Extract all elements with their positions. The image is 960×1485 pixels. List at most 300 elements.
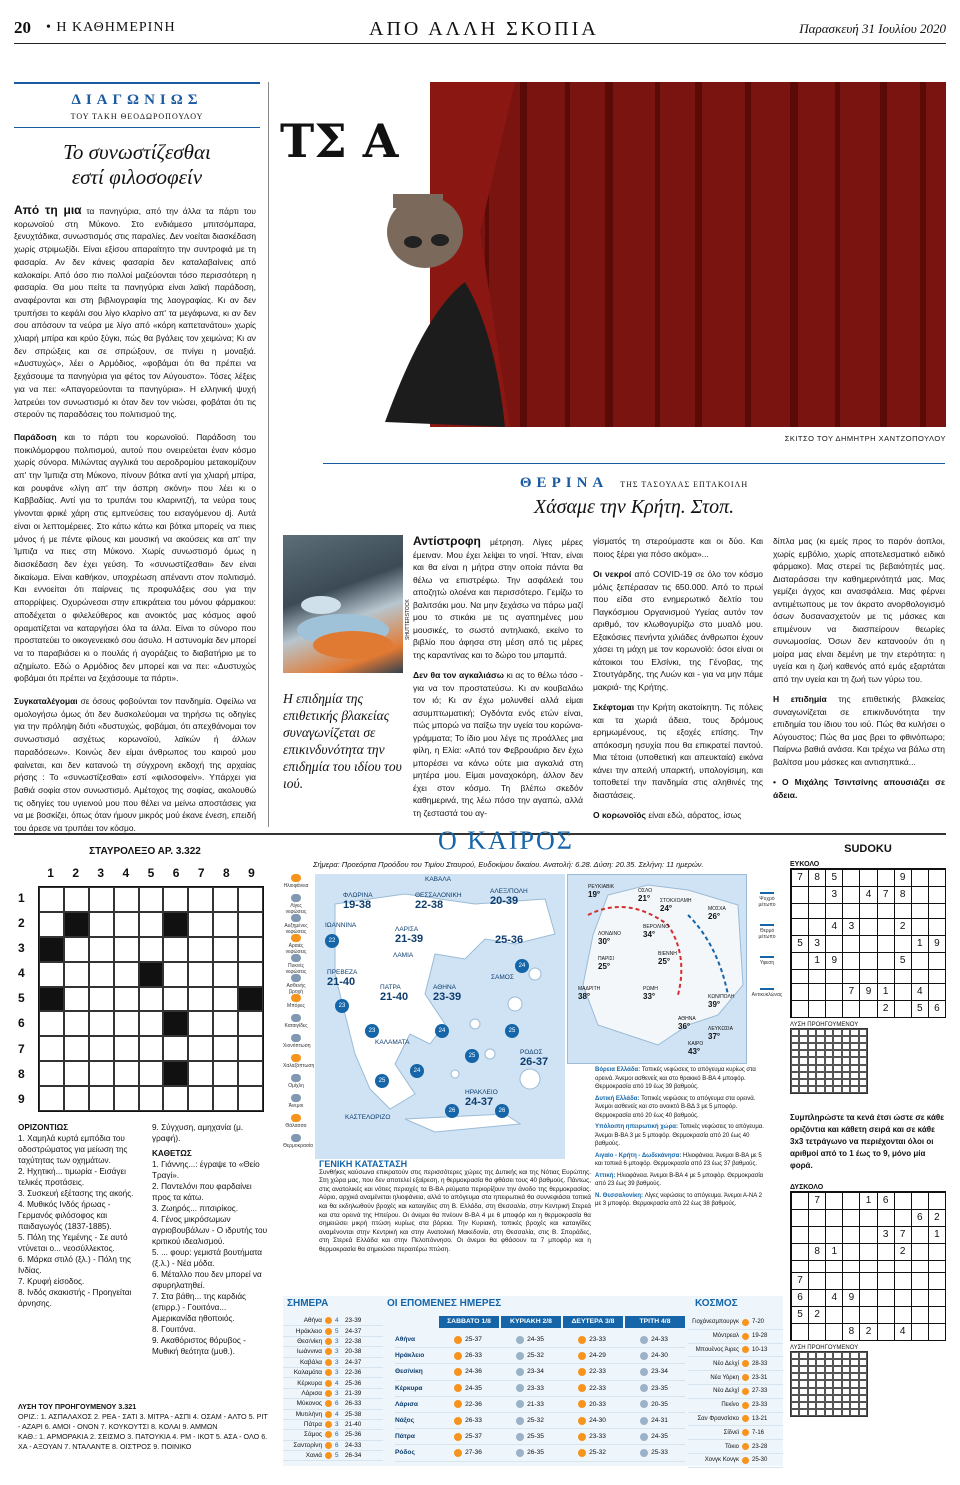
sun-icon xyxy=(325,1452,332,1459)
cloud-sun-icon xyxy=(516,1352,524,1360)
sudoku-cell[interactable]: 1 xyxy=(859,1192,876,1209)
crossword-cell[interactable] xyxy=(238,1036,263,1061)
sudoku-cell[interactable] xyxy=(928,886,945,903)
sudoku-cell[interactable]: 7 xyxy=(842,983,859,1000)
crossword-cell[interactable] xyxy=(238,912,263,937)
sun-icon xyxy=(291,874,301,882)
sudoku-cell[interactable] xyxy=(928,1192,945,1209)
sudoku-cell[interactable]: 8 xyxy=(842,1323,859,1340)
crossword-cell[interactable] xyxy=(64,1086,89,1111)
sudoku-cell[interactable] xyxy=(859,1289,876,1306)
sudoku-cell[interactable] xyxy=(808,969,825,984)
sudoku-cell[interactable] xyxy=(877,1209,894,1226)
crossword-cell[interactable] xyxy=(114,1086,139,1111)
sudoku-cell[interactable]: 1 xyxy=(825,1243,842,1260)
sudoku-cell[interactable] xyxy=(825,935,842,952)
sudoku-cell[interactable] xyxy=(842,935,859,952)
today-city: Μυτιλήνη xyxy=(295,1410,322,1418)
sudoku-cell[interactable] xyxy=(808,1226,825,1243)
sudoku-cell[interactable] xyxy=(791,1192,808,1209)
sudoku-cell[interactable] xyxy=(877,1289,894,1306)
crossword-cell[interactable] xyxy=(188,887,213,912)
crossword-cell[interactable] xyxy=(64,1061,89,1086)
sudoku-cell[interactable]: 6 xyxy=(928,1000,945,1017)
crossword-cell[interactable] xyxy=(39,1061,64,1086)
sudoku-cell[interactable]: 1 xyxy=(911,935,928,952)
sudoku-cell[interactable] xyxy=(877,1306,894,1323)
sudoku-cell[interactable]: 5 xyxy=(825,869,842,886)
today-temp: 24-37 xyxy=(345,1358,362,1366)
next-cell xyxy=(437,1384,499,1392)
sudoku-cell[interactable] xyxy=(894,969,911,984)
prev-solution-cell xyxy=(791,1086,799,1093)
crossword-cell[interactable] xyxy=(64,887,89,912)
sun-icon xyxy=(454,1449,462,1457)
sudoku-cell[interactable] xyxy=(842,1272,859,1289)
crossword-cell[interactable] xyxy=(89,962,114,987)
sudoku-cell[interactable] xyxy=(825,1000,842,1017)
sudoku-cell[interactable] xyxy=(894,903,911,918)
sudoku-cell[interactable] xyxy=(791,1209,808,1226)
sudoku-cell[interactable] xyxy=(911,1192,928,1209)
sudoku-cell[interactable]: 7 xyxy=(791,1272,808,1289)
crossword-cell[interactable] xyxy=(89,1036,114,1061)
prev-solution-cell xyxy=(791,1065,799,1072)
sudoku-cell[interactable]: 4 xyxy=(894,1323,911,1340)
sudoku-cell[interactable] xyxy=(825,983,842,1000)
crossword-cell[interactable] xyxy=(163,1086,188,1111)
sudoku-cell[interactable]: 5 xyxy=(894,952,911,969)
sudoku-cell[interactable] xyxy=(842,869,859,886)
today-row xyxy=(283,1358,383,1368)
sudoku-cell[interactable] xyxy=(877,869,894,886)
sudoku-cell[interactable] xyxy=(877,952,894,969)
sudoku-cell[interactable]: 9 xyxy=(859,983,876,1000)
sudoku-cell[interactable] xyxy=(842,903,859,918)
sudoku-cell[interactable] xyxy=(791,1260,808,1272)
crossword-cell[interactable] xyxy=(238,937,263,962)
sudoku-cell[interactable]: 6 xyxy=(911,1209,928,1226)
sudoku-cell[interactable] xyxy=(911,903,928,918)
cloud-sun-icon xyxy=(516,1368,524,1376)
sudoku-cell[interactable] xyxy=(859,1260,876,1272)
sudoku-cell[interactable] xyxy=(859,1209,876,1226)
crossword-cell[interactable] xyxy=(114,937,139,962)
sudoku-cell[interactable]: 9 xyxy=(894,869,911,886)
sudoku-cell[interactable] xyxy=(791,886,808,903)
sudoku-cell[interactable]: 3 xyxy=(825,886,842,903)
sudoku-cell[interactable] xyxy=(842,1209,859,1226)
sudoku-cell[interactable] xyxy=(859,903,876,918)
sudoku-cell[interactable]: 5 xyxy=(791,935,808,952)
sudoku-cell[interactable] xyxy=(825,1209,842,1226)
crossword-cell[interactable] xyxy=(238,1011,263,1036)
sudoku-cell[interactable] xyxy=(928,1289,945,1306)
sudoku-cell[interactable]: 2 xyxy=(859,1323,876,1340)
sudoku-cell[interactable] xyxy=(877,918,894,935)
sudoku-cell[interactable] xyxy=(791,903,808,918)
prev-solution-cell xyxy=(791,1043,799,1050)
crossword-cell[interactable] xyxy=(139,887,164,912)
crossword-cell[interactable] xyxy=(39,912,64,937)
sudoku-cell[interactable] xyxy=(842,886,859,903)
legend-label: Μπόρες xyxy=(287,1003,305,1009)
sudoku-cell[interactable] xyxy=(808,983,825,1000)
sudoku-cell[interactable] xyxy=(808,1323,825,1340)
crossword-cell[interactable] xyxy=(188,1011,213,1036)
sudoku-cell[interactable] xyxy=(928,869,945,886)
europe-city-name: ΚΑΙΡΟ xyxy=(688,1041,704,1047)
sea-temp-badge: 26 xyxy=(445,1104,459,1118)
sudoku-cell[interactable]: 7 xyxy=(808,1192,825,1209)
region-text: Ηλιοφάνεια. Άνεμοι Β-ΒΑ 4 με 5 μποφόρ. Θερμοκρασία από 23 έως 39 βαθμούς. xyxy=(595,1172,764,1187)
crossword-cell[interactable] xyxy=(139,1011,164,1036)
sun-icon xyxy=(578,1449,586,1457)
sudoku-cell[interactable] xyxy=(808,918,825,935)
sudoku-cell[interactable] xyxy=(842,1000,859,1017)
sudoku-cell[interactable] xyxy=(808,1209,825,1226)
prev-solution-cell xyxy=(850,1366,858,1373)
crossword-cell[interactable] xyxy=(213,987,238,1012)
sudoku-cell[interactable] xyxy=(842,1192,859,1209)
sudoku-cell[interactable]: 1 xyxy=(928,1226,945,1243)
sudoku-cell[interactable] xyxy=(911,918,928,935)
region-name: Αττική: xyxy=(595,1172,618,1179)
cloud-icon xyxy=(291,1074,301,1082)
crossword-cell[interactable] xyxy=(39,1086,64,1111)
dropcap-lead: Από τη μια xyxy=(14,203,82,217)
crossword-cell[interactable] xyxy=(188,1061,213,1086)
europe-city-name: ΚΩΝ/ΠΟΛΗ xyxy=(708,994,735,1000)
crossword-cell[interactable] xyxy=(114,912,139,937)
sudoku-cell[interactable] xyxy=(894,1272,911,1289)
sudoku-cell[interactable] xyxy=(894,1260,911,1272)
sudoku-cell[interactable] xyxy=(859,1272,876,1289)
sudoku-cell[interactable] xyxy=(928,983,945,1000)
sudoku-cell[interactable] xyxy=(791,983,808,1000)
sudoku-cell[interactable] xyxy=(825,1272,842,1289)
sudoku-cell[interactable] xyxy=(808,1000,825,1017)
sudoku-cell[interactable] xyxy=(842,1243,859,1260)
crossword-cell[interactable] xyxy=(64,937,89,962)
sudoku-cell[interactable]: 1 xyxy=(808,952,825,969)
sudoku-cell[interactable] xyxy=(894,1289,911,1306)
sudoku-cell[interactable] xyxy=(911,1289,928,1306)
prev-solution-cell xyxy=(816,1065,824,1072)
sudoku-cell[interactable]: 8 xyxy=(894,886,911,903)
crossword-cell[interactable] xyxy=(188,1086,213,1111)
crossword-cell[interactable] xyxy=(139,937,164,962)
sudoku-cell[interactable]: 8 xyxy=(808,869,825,886)
sudoku-hard-grid[interactable] xyxy=(790,1191,946,1341)
sudoku-cell[interactable] xyxy=(842,1260,859,1272)
crossword-cell[interactable] xyxy=(39,1036,64,1061)
sudoku-cell[interactable]: 4 xyxy=(825,918,842,935)
sudoku-cell[interactable]: 5 xyxy=(791,1306,808,1323)
sudoku-cell[interactable] xyxy=(877,903,894,918)
crossword-cell[interactable] xyxy=(64,987,89,1012)
sudoku-cell[interactable] xyxy=(877,1272,894,1289)
sudoku-cell[interactable]: 9 xyxy=(825,952,842,969)
world-temp: 19-28 xyxy=(752,1333,768,1340)
crossword-cell[interactable] xyxy=(188,987,213,1012)
therina-c1-lead: Αντίστροφη xyxy=(413,534,481,548)
sudoku-cell[interactable] xyxy=(911,1323,928,1340)
sudoku-cell[interactable] xyxy=(825,1192,842,1209)
sudoku-cell[interactable]: 6 xyxy=(791,1289,808,1306)
crossword-cell[interactable] xyxy=(64,962,89,987)
hard-label: ΔΥΣΚΟΛΟ xyxy=(790,1184,824,1191)
sudoku-cell[interactable] xyxy=(859,1000,876,1017)
today-city: Μύκονος xyxy=(296,1400,322,1408)
sudoku-easy-grid[interactable] xyxy=(790,868,946,1018)
europe-city-temp: 25° xyxy=(598,962,611,971)
down-clue: 4. Γένος μικρόσωμων αγριοβουβάλων - Ο ιδρυτής του κριτικού ιδεαλισμού. xyxy=(152,1215,268,1246)
crossword-cell[interactable] xyxy=(188,962,213,987)
world-temp: 23-33 xyxy=(752,1402,768,1409)
crossword-cell[interactable] xyxy=(89,887,114,912)
sudoku-cell[interactable] xyxy=(791,918,808,935)
europe-city-name: ΜΑΔΡΙΤΗ xyxy=(578,986,601,992)
sudoku-cell[interactable] xyxy=(928,1272,945,1289)
crossword-cell[interactable] xyxy=(213,1011,238,1036)
sudoku-cell[interactable] xyxy=(894,1192,911,1209)
sudoku-cell[interactable] xyxy=(825,1260,842,1272)
sun-icon xyxy=(454,1384,462,1392)
sudoku-cell[interactable] xyxy=(859,1226,876,1243)
sudoku-cell[interactable]: 2 xyxy=(808,1306,825,1323)
crossword-cell[interactable] xyxy=(89,912,114,937)
sudoku-cell[interactable] xyxy=(791,1243,808,1260)
sudoku-cell[interactable] xyxy=(928,903,945,918)
sudoku-cell[interactable] xyxy=(894,1000,911,1017)
crossword-cell[interactable] xyxy=(213,1036,238,1061)
sudoku-cell[interactable]: 2 xyxy=(894,918,911,935)
crossword-cell[interactable] xyxy=(163,937,188,962)
sudoku-cell[interactable] xyxy=(825,1323,842,1340)
sudoku-cell[interactable] xyxy=(842,1226,859,1243)
sudoku-cell[interactable]: 7 xyxy=(791,869,808,886)
crossword-cell[interactable] xyxy=(238,1086,263,1111)
sudoku-cell[interactable] xyxy=(877,1260,894,1272)
sudoku-cell[interactable] xyxy=(791,969,808,984)
europe-city-temp: 25° xyxy=(658,957,671,966)
crossword-cell[interactable] xyxy=(64,1036,89,1061)
prev-solution-cell xyxy=(799,1029,807,1036)
next-row xyxy=(395,1397,685,1413)
next-temp: 21-33 xyxy=(527,1400,544,1408)
sudoku-cell[interactable] xyxy=(911,869,928,886)
crossword-cell[interactable] xyxy=(238,887,263,912)
sudoku-cell[interactable] xyxy=(842,969,859,984)
crossword-cell[interactable] xyxy=(89,1086,114,1111)
sudoku-cell[interactable]: 7 xyxy=(894,1226,911,1243)
crossword-cell[interactable] xyxy=(213,1061,238,1086)
sudoku-cell[interactable]: 5 xyxy=(911,1000,928,1017)
sudoku-cell[interactable]: 3 xyxy=(808,935,825,952)
therina-kicker: ΘΕΡΙΝΑ xyxy=(519,475,609,491)
column-kicker: ΔΙΑΓΩΝΙΩΣ xyxy=(71,92,203,108)
crossword-cell[interactable] xyxy=(163,987,188,1012)
sudoku-cell[interactable]: 6 xyxy=(877,1192,894,1209)
europe-city xyxy=(578,985,600,1001)
sudoku-cell[interactable] xyxy=(791,1000,808,1017)
sudoku-cell[interactable] xyxy=(928,969,945,984)
prev-solution-cell xyxy=(825,1065,833,1072)
crossword-cell[interactable] xyxy=(188,937,213,962)
crossword-cell[interactable] xyxy=(213,912,238,937)
sudoku-cell[interactable]: 9 xyxy=(842,1289,859,1306)
cloud-sun-icon xyxy=(516,1449,524,1457)
prev-solution-cell xyxy=(791,1036,799,1043)
sudoku-cell[interactable] xyxy=(825,903,842,918)
crossword-cell[interactable] xyxy=(89,937,114,962)
next-cell xyxy=(561,1352,623,1360)
sudoku-cell[interactable] xyxy=(877,1243,894,1260)
sudoku-cell[interactable] xyxy=(808,1260,825,1272)
crossword-cell[interactable] xyxy=(114,1036,139,1061)
sudoku-cell[interactable] xyxy=(808,886,825,903)
crossword-cell[interactable] xyxy=(114,1061,139,1086)
sudoku-cell[interactable]: 1 xyxy=(877,983,894,1000)
crossword-cell[interactable] xyxy=(64,1011,89,1036)
sudoku-cell[interactable] xyxy=(928,952,945,969)
next-days-header xyxy=(395,1316,685,1328)
sudoku-cell[interactable] xyxy=(911,1272,928,1289)
crossword-cell[interactable] xyxy=(188,912,213,937)
sudoku-cell[interactable] xyxy=(911,952,928,969)
prev-solution-cell xyxy=(842,1050,850,1057)
sudoku-cell[interactable] xyxy=(911,1260,928,1272)
sudoku-cell[interactable] xyxy=(791,1323,808,1340)
sudoku-cell[interactable]: 4 xyxy=(911,983,928,1000)
next-cell xyxy=(499,1400,561,1408)
prev-solution-cell xyxy=(816,1359,824,1366)
legend-label: Θερμοκρασία xyxy=(283,1143,313,1149)
region-name: Ν. Θεσσαλονίκη: xyxy=(595,1192,645,1199)
sudoku-cell[interactable]: 7 xyxy=(877,886,894,903)
col-number: 2 xyxy=(72,866,79,880)
sudoku-cell[interactable] xyxy=(928,1306,945,1323)
sudoku-cell[interactable]: 3 xyxy=(877,1226,894,1243)
crossword-cell[interactable] xyxy=(139,1036,164,1061)
crossword-cell[interactable] xyxy=(213,1086,238,1111)
sudoku-cell[interactable] xyxy=(859,918,876,935)
sudoku-cell[interactable] xyxy=(859,869,876,886)
crossword-cell[interactable] xyxy=(89,987,114,1012)
sun-icon xyxy=(742,1402,749,1409)
crossword-cell[interactable] xyxy=(39,1011,64,1036)
sudoku-cell[interactable] xyxy=(877,935,894,952)
sudoku-cell[interactable] xyxy=(894,1209,911,1226)
crossword-cell[interactable] xyxy=(188,1036,213,1061)
sudoku-cell[interactable] xyxy=(791,952,808,969)
sudoku-cell[interactable]: 2 xyxy=(894,1243,911,1260)
crossword-cell[interactable] xyxy=(89,1011,114,1036)
prev-solution-cell xyxy=(850,1395,858,1402)
prev-solution-cell xyxy=(833,1036,841,1043)
sudoku-cell[interactable] xyxy=(894,1306,911,1323)
sudoku-cell[interactable] xyxy=(859,935,876,952)
crossword-cell[interactable] xyxy=(114,987,139,1012)
sudoku-cell[interactable] xyxy=(911,969,928,984)
sudoku-cell[interactable] xyxy=(842,952,859,969)
sudoku-cell[interactable] xyxy=(911,886,928,903)
sudoku-cell[interactable]: 3 xyxy=(842,918,859,935)
sudoku-cell[interactable] xyxy=(825,969,842,984)
crossword-cell[interactable] xyxy=(139,1086,164,1111)
next-temp: 24-31 xyxy=(651,1417,668,1425)
sudoku-cell[interactable] xyxy=(825,1306,842,1323)
crossword-grid[interactable] xyxy=(38,886,264,1112)
sudoku-cell[interactable]: 8 xyxy=(808,1243,825,1260)
sudoku-cell[interactable]: 4 xyxy=(825,1289,842,1306)
crossword-cell[interactable] xyxy=(139,987,164,1012)
sudoku-cell[interactable] xyxy=(911,1226,928,1243)
sudoku-cell[interactable] xyxy=(928,918,945,935)
crossword-cell[interactable] xyxy=(114,887,139,912)
sudoku-cell[interactable] xyxy=(808,1289,825,1306)
crossword-cell[interactable] xyxy=(163,887,188,912)
sudoku-cell[interactable] xyxy=(859,1306,876,1323)
sudoku-cell[interactable] xyxy=(928,1323,945,1340)
crossword-cell[interactable] xyxy=(213,887,238,912)
sudoku-cell[interactable]: 2 xyxy=(877,1000,894,1017)
sudoku-cell[interactable] xyxy=(791,1226,808,1243)
sudoku-cell[interactable] xyxy=(911,1306,928,1323)
across-clue: 4. Μυθικός Ινδός ήρωας - Γερμανός φιλόσοφος και παιδαγωγός (1837-1885). xyxy=(18,1200,112,1231)
sudoku-cell[interactable] xyxy=(859,952,876,969)
sudoku-cell[interactable] xyxy=(928,1243,945,1260)
crossword-cell[interactable] xyxy=(213,937,238,962)
sun-icon xyxy=(454,1400,462,1408)
crossword-cell[interactable] xyxy=(139,912,164,937)
sudoku-cell[interactable] xyxy=(911,1243,928,1260)
crossword-cell[interactable] xyxy=(89,1061,114,1086)
sudoku-cell[interactable] xyxy=(877,969,894,984)
crossword-cell[interactable] xyxy=(139,1061,164,1086)
sun-icon xyxy=(578,1352,586,1360)
crossword-cell[interactable] xyxy=(163,1036,188,1061)
crossword-cell[interactable] xyxy=(213,962,238,987)
sudoku-cell[interactable]: 2 xyxy=(928,1209,945,1226)
sudoku-cell[interactable] xyxy=(877,1323,894,1340)
sudoku-cell[interactable] xyxy=(825,1226,842,1243)
prev-solution-cell xyxy=(825,1402,833,1409)
crossword-cell[interactable] xyxy=(114,1011,139,1036)
sudoku-cell[interactable] xyxy=(859,969,876,984)
sudoku-cell[interactable] xyxy=(808,1272,825,1289)
crossword-cell[interactable] xyxy=(39,962,64,987)
crossword-cell[interactable] xyxy=(163,962,188,987)
prev-solution-cell xyxy=(842,1395,850,1402)
sudoku-cell[interactable] xyxy=(928,1260,945,1272)
crossword-cell[interactable] xyxy=(238,962,263,987)
crossword-cell[interactable] xyxy=(238,1061,263,1086)
sudoku-cell[interactable] xyxy=(808,903,825,918)
next-temp: 24-30 xyxy=(651,1352,668,1360)
prev-solution-cell xyxy=(799,1072,807,1079)
legend-label: Θάλασσα xyxy=(285,1123,307,1129)
sudoku-cell[interactable] xyxy=(894,983,911,1000)
sudoku-cell[interactable] xyxy=(842,1306,859,1323)
crossword-cell[interactable] xyxy=(39,887,64,912)
sudoku-cell[interactable]: 9 xyxy=(928,935,945,952)
sudoku-cell[interactable] xyxy=(894,935,911,952)
sudoku-cell[interactable] xyxy=(859,1243,876,1260)
sudoku-cell[interactable]: 4 xyxy=(859,886,876,903)
crossword-cell[interactable] xyxy=(114,962,139,987)
